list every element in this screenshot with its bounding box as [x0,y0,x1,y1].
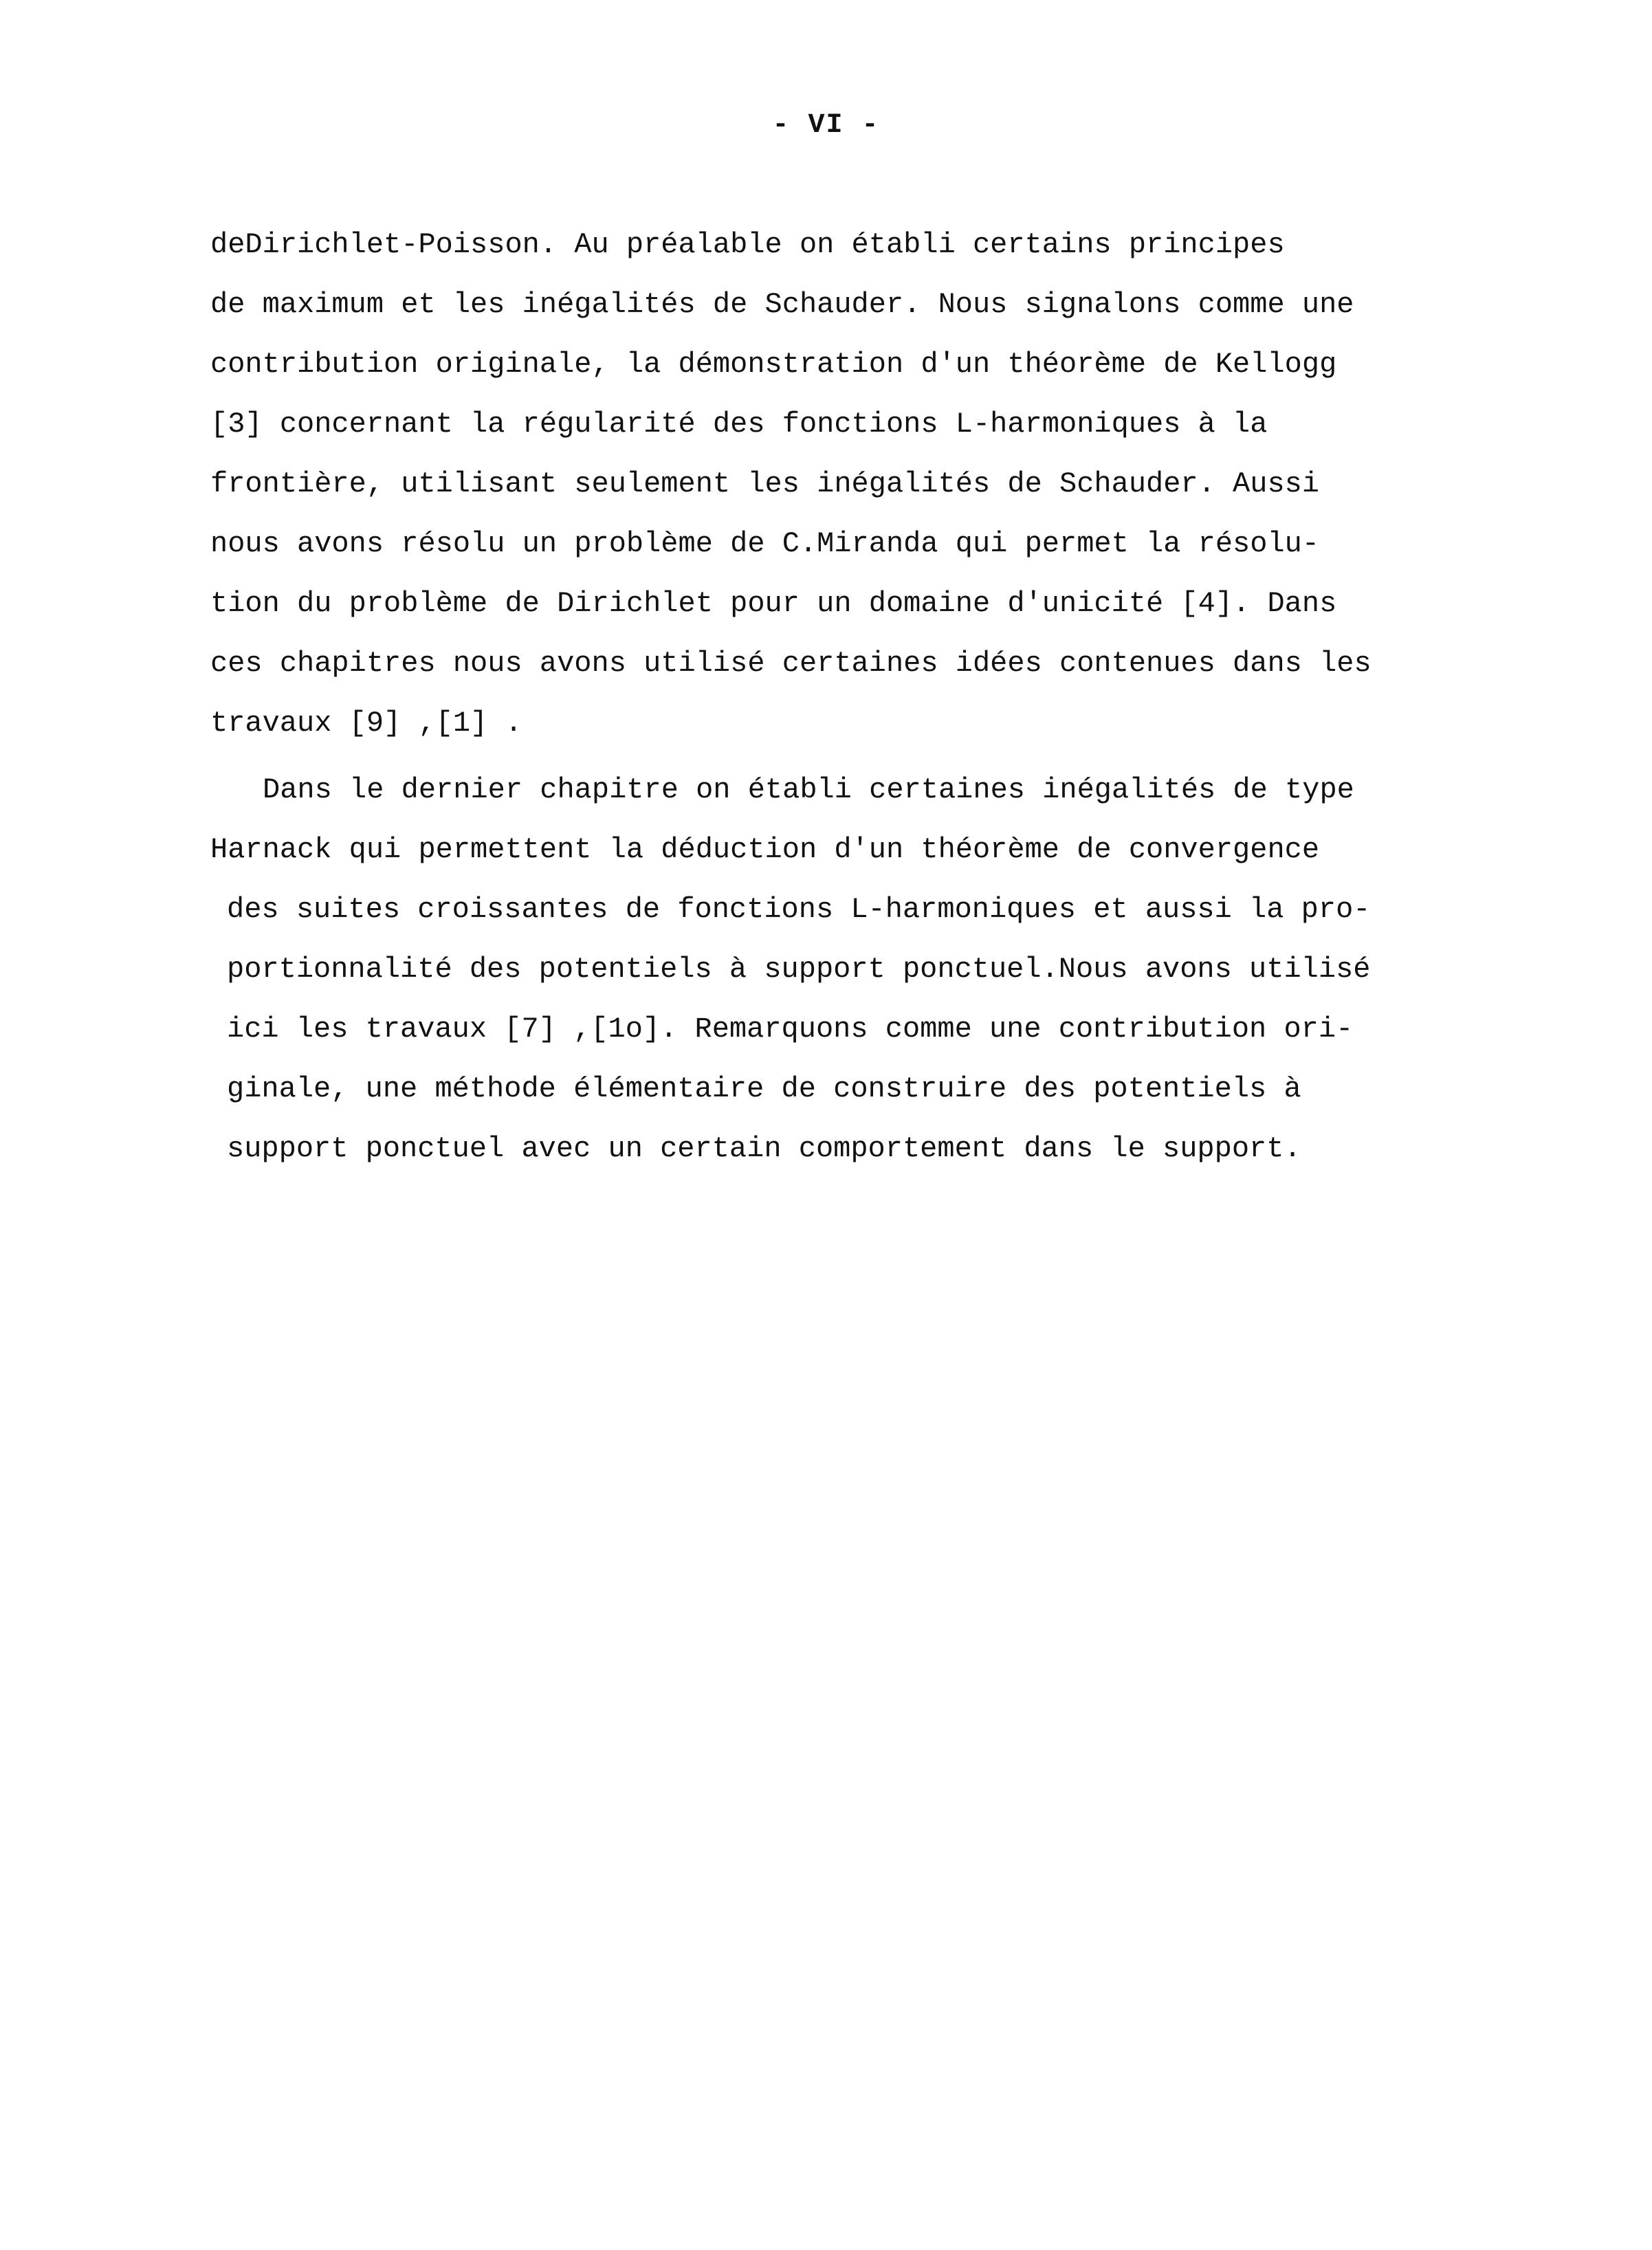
text-line: frontière, utilisant seulement les inégalités de Schauder. Aussi [210,467,1320,500]
text-line: portionnalité des potentiels à support ponctuel.Nous avons utilisé [227,953,1371,986]
text-line: support ponctuel avec un certain comportement dans le support. [227,1132,1301,1165]
text-line: deDirichlet-Poisson. Au préalable on établi certains principes [210,228,1285,261]
text-line: des suites croissantes de fonctions L-harmoniques et aussi la pro- [227,893,1371,926]
text-line: contribution originale, la démonstration d'un théorème de Kellogg [210,348,1337,381]
text-line: [3] concernant la régularité des fonctions L-harmoniques à la [210,408,1268,441]
text-line: ici les travaux [7] ,[1o]. Remarquons comme une contribution ori- [227,1013,1354,1046]
text-line: tion du problème de Dirichlet pour un domaine d'unicité [4]. Dans [210,587,1337,620]
text-line: de maximum et les inégalités de Schauder. Nous signalons comme une [210,288,1354,321]
text-line: Dans le dernier chapitre on établi certaines inégalités de type [263,773,1354,806]
page-number: - VI - [772,110,880,141]
paragraph-1 [0,215,1372,753]
text-line: nous avons résolu un problème de C.Miranda qui permet la résolu- [210,527,1320,560]
text-line: ginale, une méthode élémentaire de construire des potentiels à [227,1072,1301,1105]
text-line: ces chapitres nous avons utilisé certaines idées contenues dans les [210,647,1372,680]
text-line: travaux [9] ,[1] . [210,707,522,740]
text-line: Harnack qui permettent la déduction d'un théorème de convergence [210,833,1320,866]
paragraph-2 [0,760,1370,1179]
